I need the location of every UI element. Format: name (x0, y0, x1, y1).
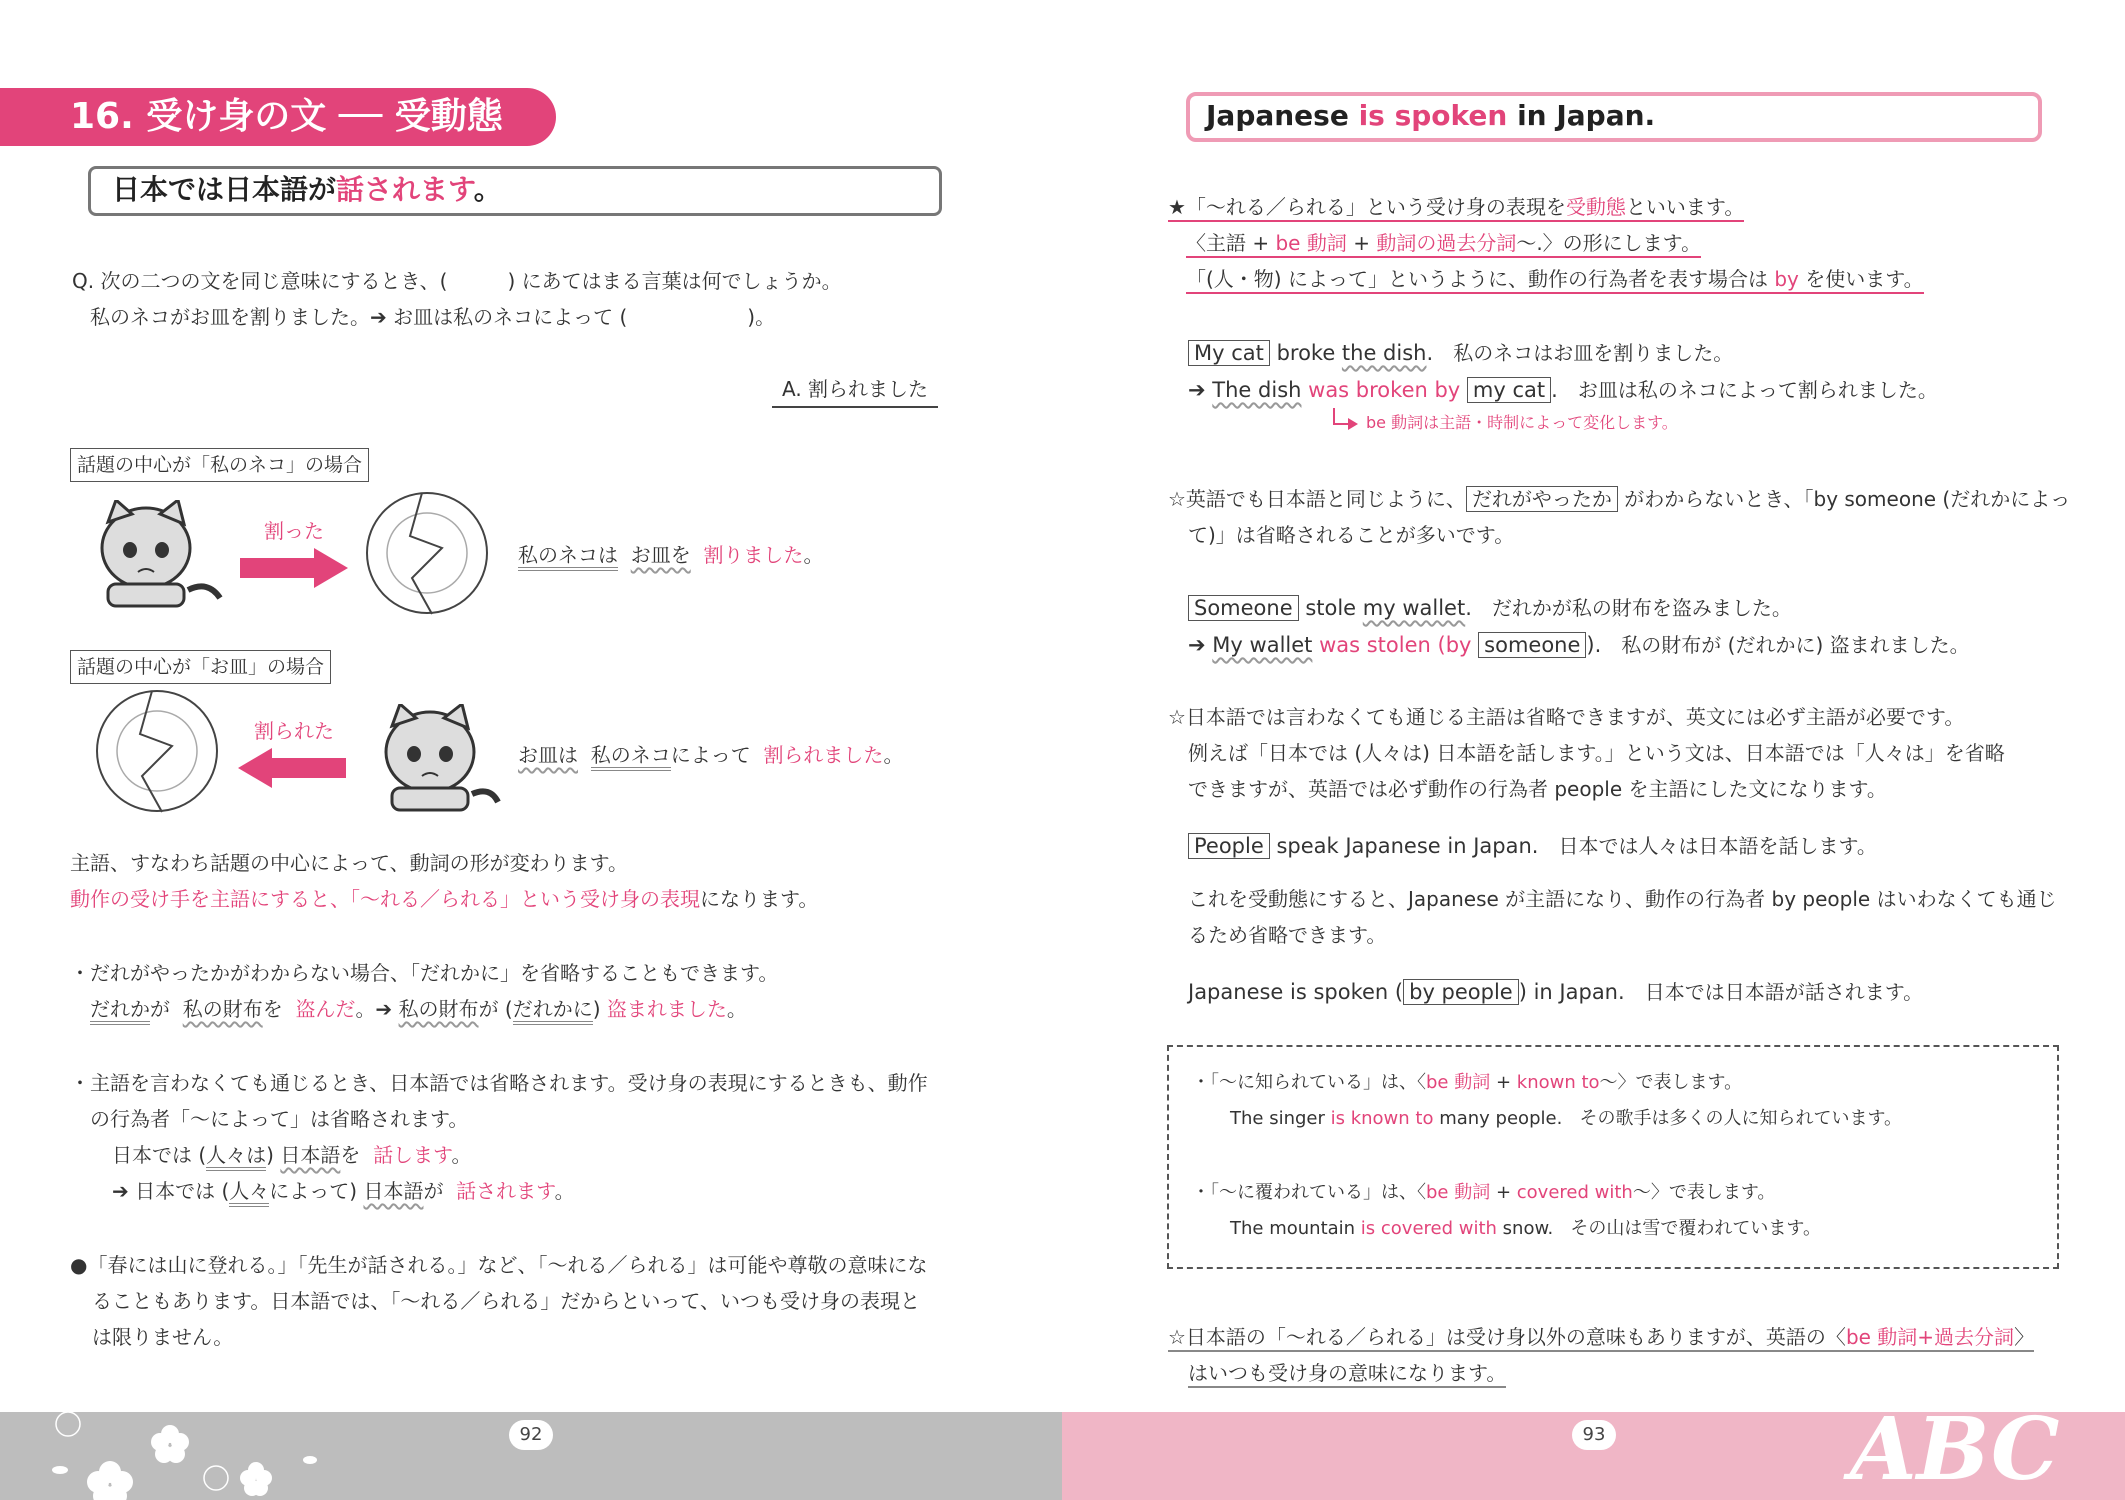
note-arrow-icon (1330, 408, 1360, 436)
bullet2-example-2: ➔ 日本では (人々によって) 日本語が 話されます。 (112, 1174, 575, 1208)
example-5: People speak Japanese in Japan. 日本では人々は日本語を話します。 (1188, 828, 1877, 864)
question-line-1: Q. 次の二つの文を同じ意味にするとき、( ) にあてはまる言葉は何でしょうか。 (72, 269, 842, 293)
note-line1: ●「春には山に登れる。」「先生が話される。」など、「〜れる／られる」は可能や尊敬の意味にな (70, 1253, 928, 1277)
example-6: Japanese is spoken ( by people ) in Japan. 日本では日本語が話されます。 (1188, 980, 1924, 1004)
tip-line1: ・「〜に知られている」は、〈be 動詞 + known to〜〉で表します。 (1192, 1072, 1743, 1093)
para1-line2: 動作の受け手を主語にすると、「〜れる／られる」という受け身の表現になります。 (70, 887, 819, 911)
para-line1: これを受動態にすると、Japanese が主語になり、動作の行為者 by people はいわなくても通じ (1188, 887, 2057, 911)
example-1: My cat broke the dish. 私のネコはお皿を割りました。 (1188, 335, 1733, 371)
right-title: Japanese is spoken in Japan. (1206, 99, 1656, 132)
page-number-right: 93 (1572, 1420, 1616, 1450)
broken-plate-icon (362, 488, 492, 618)
case2-action: 割られた (254, 719, 334, 743)
chapter-title: 16. 受け身の文 ── 受動態 (70, 96, 503, 137)
star3-line1: ☆日本語では言わなくても通じる主語は省略できますが、英文には必ず主語が必要です。 (1168, 705, 1965, 729)
answer: A. 割られました (772, 372, 938, 408)
star-line3: 「(人・物) によって」というように、動作の行為者を表す場合は by を使います。 (1186, 262, 1924, 296)
tip-line4: The mountain is covered with snow. その山は雪で覆われています。 (1230, 1218, 1821, 1239)
bullet2-example-1: 日本では (人々は) 日本語を 話します。 (112, 1138, 471, 1172)
abc-decoration: ABC (1850, 1399, 2060, 1500)
note-line2: ることもあります。日本語では、「〜れる／られる」だからといって、いつも受け身の表現と (92, 1289, 920, 1313)
case1-label: 話題の中心が「私のネコ」の場合 (70, 448, 369, 482)
last-line2: はいつも受け身の意味になります。 (1188, 1356, 1506, 1390)
sakura-flower-icon (20, 1412, 320, 1500)
bullet2-line1: ・主語を言わなくても通じるとき、日本語では省略されます。受け身の表現にするときも、動作 (70, 1071, 928, 1095)
star-line1: ★「〜れる／られる」という受け身の表現を受動態といいます。 (1168, 190, 1744, 224)
example-2-note: be 動詞は主語・時制によって変化します。 (1366, 413, 1678, 432)
example-4: ➔ My wallet was stolen (by someone ). 私の財布が (だれかに) 盗まれました。 (1188, 633, 1970, 657)
cat-illustration-2 (372, 704, 502, 814)
case1-action: 割った (264, 519, 324, 543)
cat-illustration-1 (88, 500, 228, 610)
case2-sentence: お皿は 私のネコによって 割られました。 (518, 738, 903, 772)
bullet1-example: だれかが 私の財布を 盗んだ。➔ 私の財布が (だれかに) 盗まれました。 (90, 992, 747, 1026)
arrow-left-icon (236, 748, 346, 788)
tip-line3: ・「〜に覆われている」は、〈be 動詞 + covered with〜〉で表します。 (1192, 1182, 1776, 1203)
last-line1: ☆日本語の「〜れる／られる」は受け身以外の意味もありますが、英語の〈be 動詞+過去分詞〉 (1168, 1320, 2034, 1354)
page-number-left: 92 (509, 1420, 553, 1450)
bullet2-line2: の行為者「〜によって」は省略されます。 (90, 1107, 469, 1131)
note-line3: は限りません。 (92, 1325, 234, 1349)
para1-line1: 主語、すなわち話題の中心によって、動詞の形が変わります。 (70, 851, 628, 875)
case1-sentence: 私のネコは お皿を 割りました。 (518, 538, 823, 572)
subtitle: 日本では日本語が話されます。 (112, 173, 502, 206)
star2-line1: ☆英語でも日本語と同じように、 だれがやったか がわからないとき、「by someone (だれかによっ (1168, 487, 2071, 511)
star3-line2: 例えば「日本では (人々は) 日本語を話します。」という文は、日本語では「人々は」を省略 (1188, 741, 2005, 765)
broken-plate-icon (92, 686, 222, 816)
case2-label: 話題の中心が「お皿」の場合 (70, 650, 331, 684)
tip-line2: The singer is known to many people. その歌手は多くの人に知られています。 (1230, 1108, 1903, 1129)
bullet1-line1: ・だれがやったかがわからない場合、「だれかに」を省略することもできます。 (70, 961, 779, 985)
arrow-right-icon (240, 548, 350, 588)
question-line-2: 私のネコがお皿を割りました。➔ お皿は私のネコによって ( )。 (90, 305, 776, 329)
example-2: ➔ The dish was broken by my cat . お皿は私のネコによって割られました。 (1188, 378, 1938, 402)
para-line2: るため省略できます。 (1188, 923, 1387, 947)
star-line2: 〈主語 + be 動詞 + 動詞の過去分詞〜.〉の形にします。 (1186, 226, 1701, 260)
star2-line2: て)」は省略されることが多いです。 (1188, 523, 1515, 547)
example-3: Someone stole my wallet. だれかが私の財布を盗みました。 (1188, 590, 1792, 626)
star3-line3: できますが、英語では必ず動作の行為者 people を主語にした文になります。 (1188, 777, 1887, 801)
